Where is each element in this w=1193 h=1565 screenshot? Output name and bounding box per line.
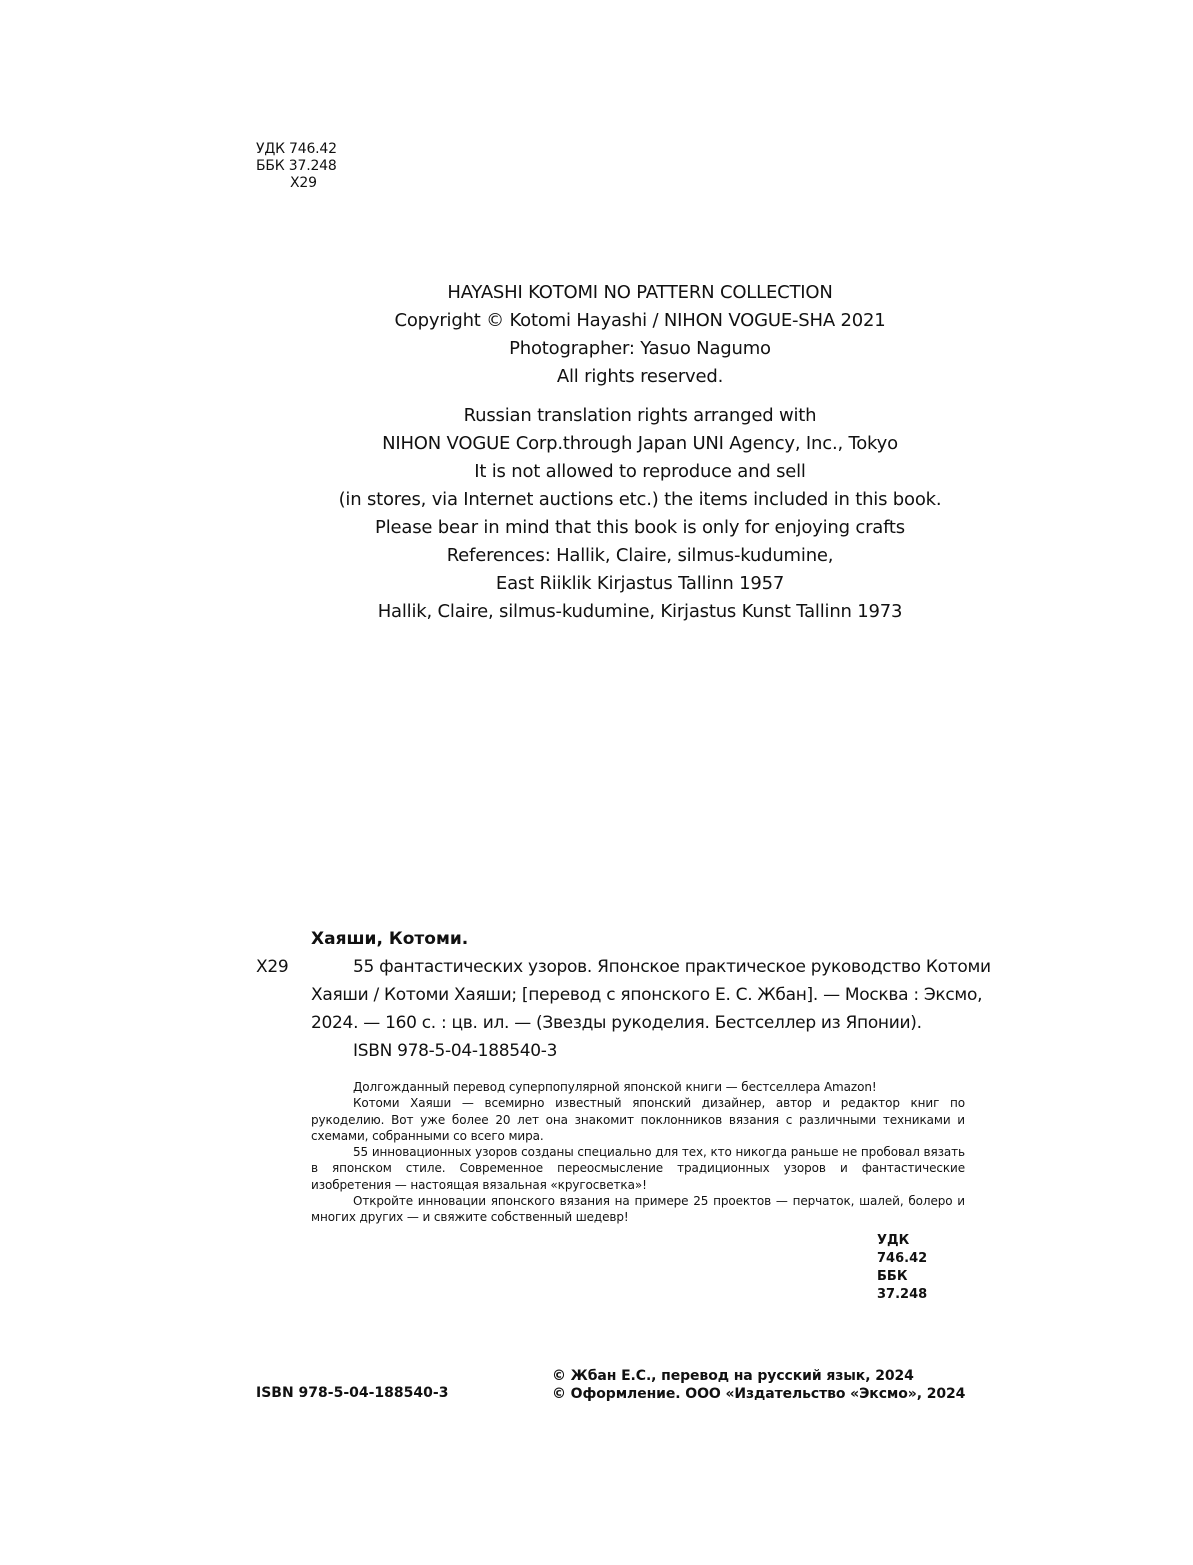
references-line: East Riiklik Kirjastus Tallinn 1957 xyxy=(495,573,785,594)
references-line: References: Hallik, Claire, silmus-kudumine, xyxy=(446,545,834,566)
record-line: Хаяши / Котоми Хаяши; [перевод с японского Е. С. Жбан]. — Москва : Эксмо, xyxy=(311,985,983,1005)
annotation-paragraph: 55 инновационных узоров созданы специально для тех, кто никогда раньше не пробовал вязать в японском стиле. Современное переосмысление традиционных узоров и фантастические изобретения — настоящая вязальная «кругосветка»! xyxy=(311,1145,965,1192)
record-classification xyxy=(256,1232,959,1304)
rights-text-line: It is not allowed to reproduce and sell xyxy=(474,461,806,482)
bibliographic-record xyxy=(256,925,991,1304)
copyright-line: Copyright © Kotomi Hayashi / NIHON VOGUE-SHA 2021 xyxy=(394,310,886,331)
record-code: Х29 xyxy=(256,957,289,977)
rights-text-line: Please bear in mind that this book is only for enjoying crafts xyxy=(375,517,905,538)
rights-text-line: NIHON VOGUE Corp.through Japan UNI Agency, Inc., Tokyo xyxy=(382,433,898,454)
author-mark: Х29 xyxy=(290,175,317,191)
translation-copyright: © Жбан Е.С., перевод на русский язык, 2024 xyxy=(552,1368,914,1384)
annotation xyxy=(311,1079,965,1226)
footer-copyrights xyxy=(552,1367,965,1403)
record-line: 2024. — 160 с. : цв. ил. — (Звезды рукоделия. Бестселлер из Японии). xyxy=(311,1013,922,1033)
classification-codes xyxy=(256,141,337,192)
rights-reserved-line: All rights reserved. xyxy=(556,366,724,387)
footer-isbn: ISBN 978-5-04-188540-3 xyxy=(256,1385,449,1401)
udk-code: УДК 746.42 xyxy=(256,141,337,157)
record-author: Хаяши, Котоми. xyxy=(311,929,469,949)
record-line: 55 фантастических узоров. Японское практическое руководство Котоми xyxy=(353,957,991,977)
bbk-code: ББК 37.248 xyxy=(256,158,337,174)
copyright-block xyxy=(330,279,950,626)
annotation-paragraph: Котоми Хаяши — всемирно известный японский дизайнер, автор и редактор книг по рукоделию. Вот уже более 20 лет она знакомит поклонников вязания с различными техниками и схемами, собранными со всего мира. xyxy=(311,1096,965,1143)
record-udk: УДК 746.42 xyxy=(877,1232,928,1266)
rights-text-line: (in stores, via Internet auctions etc.) the items included in this book. xyxy=(338,489,942,510)
annotation-paragraph: Долгожданный перевод суперпопулярной японской книги — бестселлера Amazon! xyxy=(353,1080,877,1094)
record-bbk: ББК 37.248 xyxy=(877,1268,928,1302)
record-entry xyxy=(256,953,991,1065)
original-title: HAYASHI KOTOMI NO PATTERN COLLECTION xyxy=(447,282,833,303)
annotation-paragraph: Откройте инновации японского вязания на примере 25 проектов — перчаток, шалей, болеро и многих других — и свяжите собственный шедевр! xyxy=(311,1194,965,1225)
rights-text-line: Russian translation rights arranged with xyxy=(463,405,817,426)
record-isbn: ISBN 978-5-04-188540-3 xyxy=(353,1041,558,1061)
design-copyright: © Оформление. ООО «Издательство «Эксмо», 2024 xyxy=(552,1386,966,1402)
references-line: Hallik, Claire, silmus-kudumine, Kirjastus Kunst Tallinn 1973 xyxy=(377,601,903,622)
photographer-line: Photographer: Yasuo Nagumo xyxy=(509,338,771,359)
